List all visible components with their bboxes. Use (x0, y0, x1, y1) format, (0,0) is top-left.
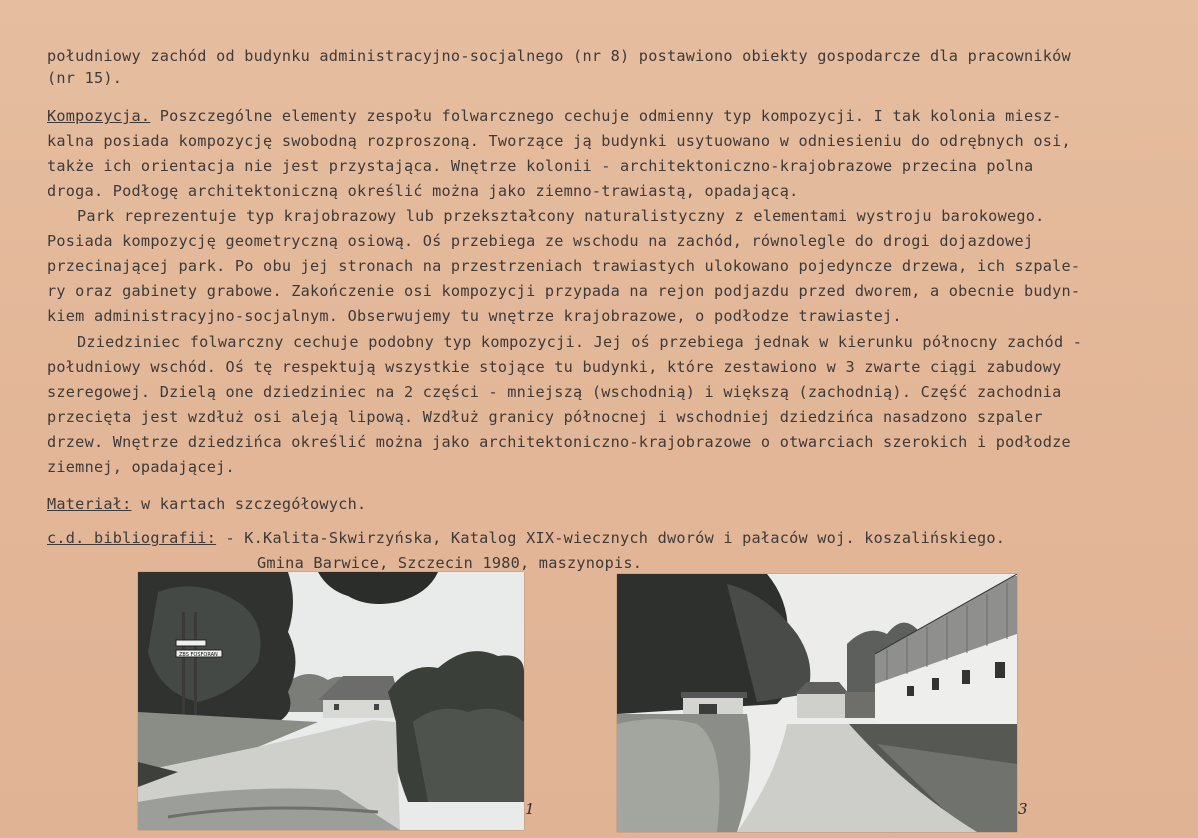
photo-3-farmyard-road (617, 574, 1017, 832)
photo-3-number: 3 (1018, 800, 1028, 818)
text-line: ry oraz gabinety grabowe. Zakończenie osi kompozycji przypada na rejon podjazdu przed dworem, a obecnie budyn- (47, 282, 1081, 300)
text-line: kalna posiada kompozycję swobodną rozproszoną. Tworzące ją budynki usytuowano w odniesieniu do odrębnych osi, (47, 132, 1071, 150)
text-line: Park reprezentuje typ krajobrazowy lub przekształcony naturalistyczny z elementami wystroju barokowego. (77, 207, 1045, 225)
photo-1-number: 1 (525, 800, 535, 818)
text-line: droga. Podłogę architektoniczną określić można jako ziemno-trawiastą, opadającą. (47, 182, 799, 200)
section-heading-bibliografia: c.d. bibliografii: (47, 529, 217, 547)
text-line: kiem administracyjno-socjalnym. Obserwujemy tu wnętrze krajobrazowe, o podłodze trawiastej. (47, 307, 902, 325)
section-heading-material: Materiał: (47, 495, 132, 513)
text-line: Posiada kompozycję geometryczną osiową. Oś przebiega ze wschodu na zachód, równolegle do drogi dojazdowej (47, 232, 1034, 250)
road-sign-text: ZBS FOSFORAN (179, 652, 218, 658)
text-line: przecinającej park. Po obu jej stronach na przestrzeniach trawiastych ulokowano pojedyncze drzewa, ich szpale- (47, 257, 1081, 275)
text-line: drzew. Wnętrze dziedzińca określić można jako architektoniczno-krajobrazowe o otwarciach szerokich i podłodze (47, 433, 1071, 451)
photo-1-image (138, 572, 524, 830)
text-line: (nr 15). (47, 69, 123, 87)
text-line: c.d. bibliografii: - K.Kalita-Skwirzyńska, Katalog XIX-wiecznych dworów i pałaców woj. koszalińskiego. (47, 529, 1006, 547)
text-line: szeregowej. Dzielą one dziedziniec na 2 części - mniejszą (wschodnią) i większą (zachodnią). Część zachodnia (47, 383, 1062, 401)
photo-3-image (617, 574, 1017, 832)
text-line: południowy wschód. Oś tę respektują wszystkie stojące tu budynki, które zestawiono w 3 zwarte ciągi zabudowy (47, 358, 1062, 376)
text-line: także ich orientacja nie jest przystająca. Wnętrze kolonii - architektoniczno-krajobrazowe przecina polna (47, 157, 1034, 175)
photo-1-rural-road (138, 572, 524, 830)
text-line: Kompozycja. Poszczególne elementy zespołu folwarcznego cechuje odmienny typ kompozycji. I tak kolonia miesz- (47, 107, 1062, 125)
text-line: ziemnej, opadającej. (47, 458, 235, 476)
text-line: Dziedziniec folwarczny cechuje podobny typ kompozycji. Jej oś przebiega jednak w kierunku północny zachód - (77, 333, 1083, 351)
text-line: Materiał: w kartach szczegółowych. (47, 495, 367, 513)
text-line: Gmina Barwice, Szczecin 1980, maszynopis. (257, 554, 643, 572)
text-line: przecięta jest wzdłuż osi aleją lipową. Wzdłuż granicy północnej i wschodniej dziedzińca nasadzono szpaler (47, 408, 1043, 426)
section-heading-kompozycja: Kompozycja. (47, 107, 151, 125)
text-line: południowy zachód od budynku administracyjno-socjalnego (nr 8) postawiono obiekty gospodarcze dla pracowników (47, 47, 1071, 65)
